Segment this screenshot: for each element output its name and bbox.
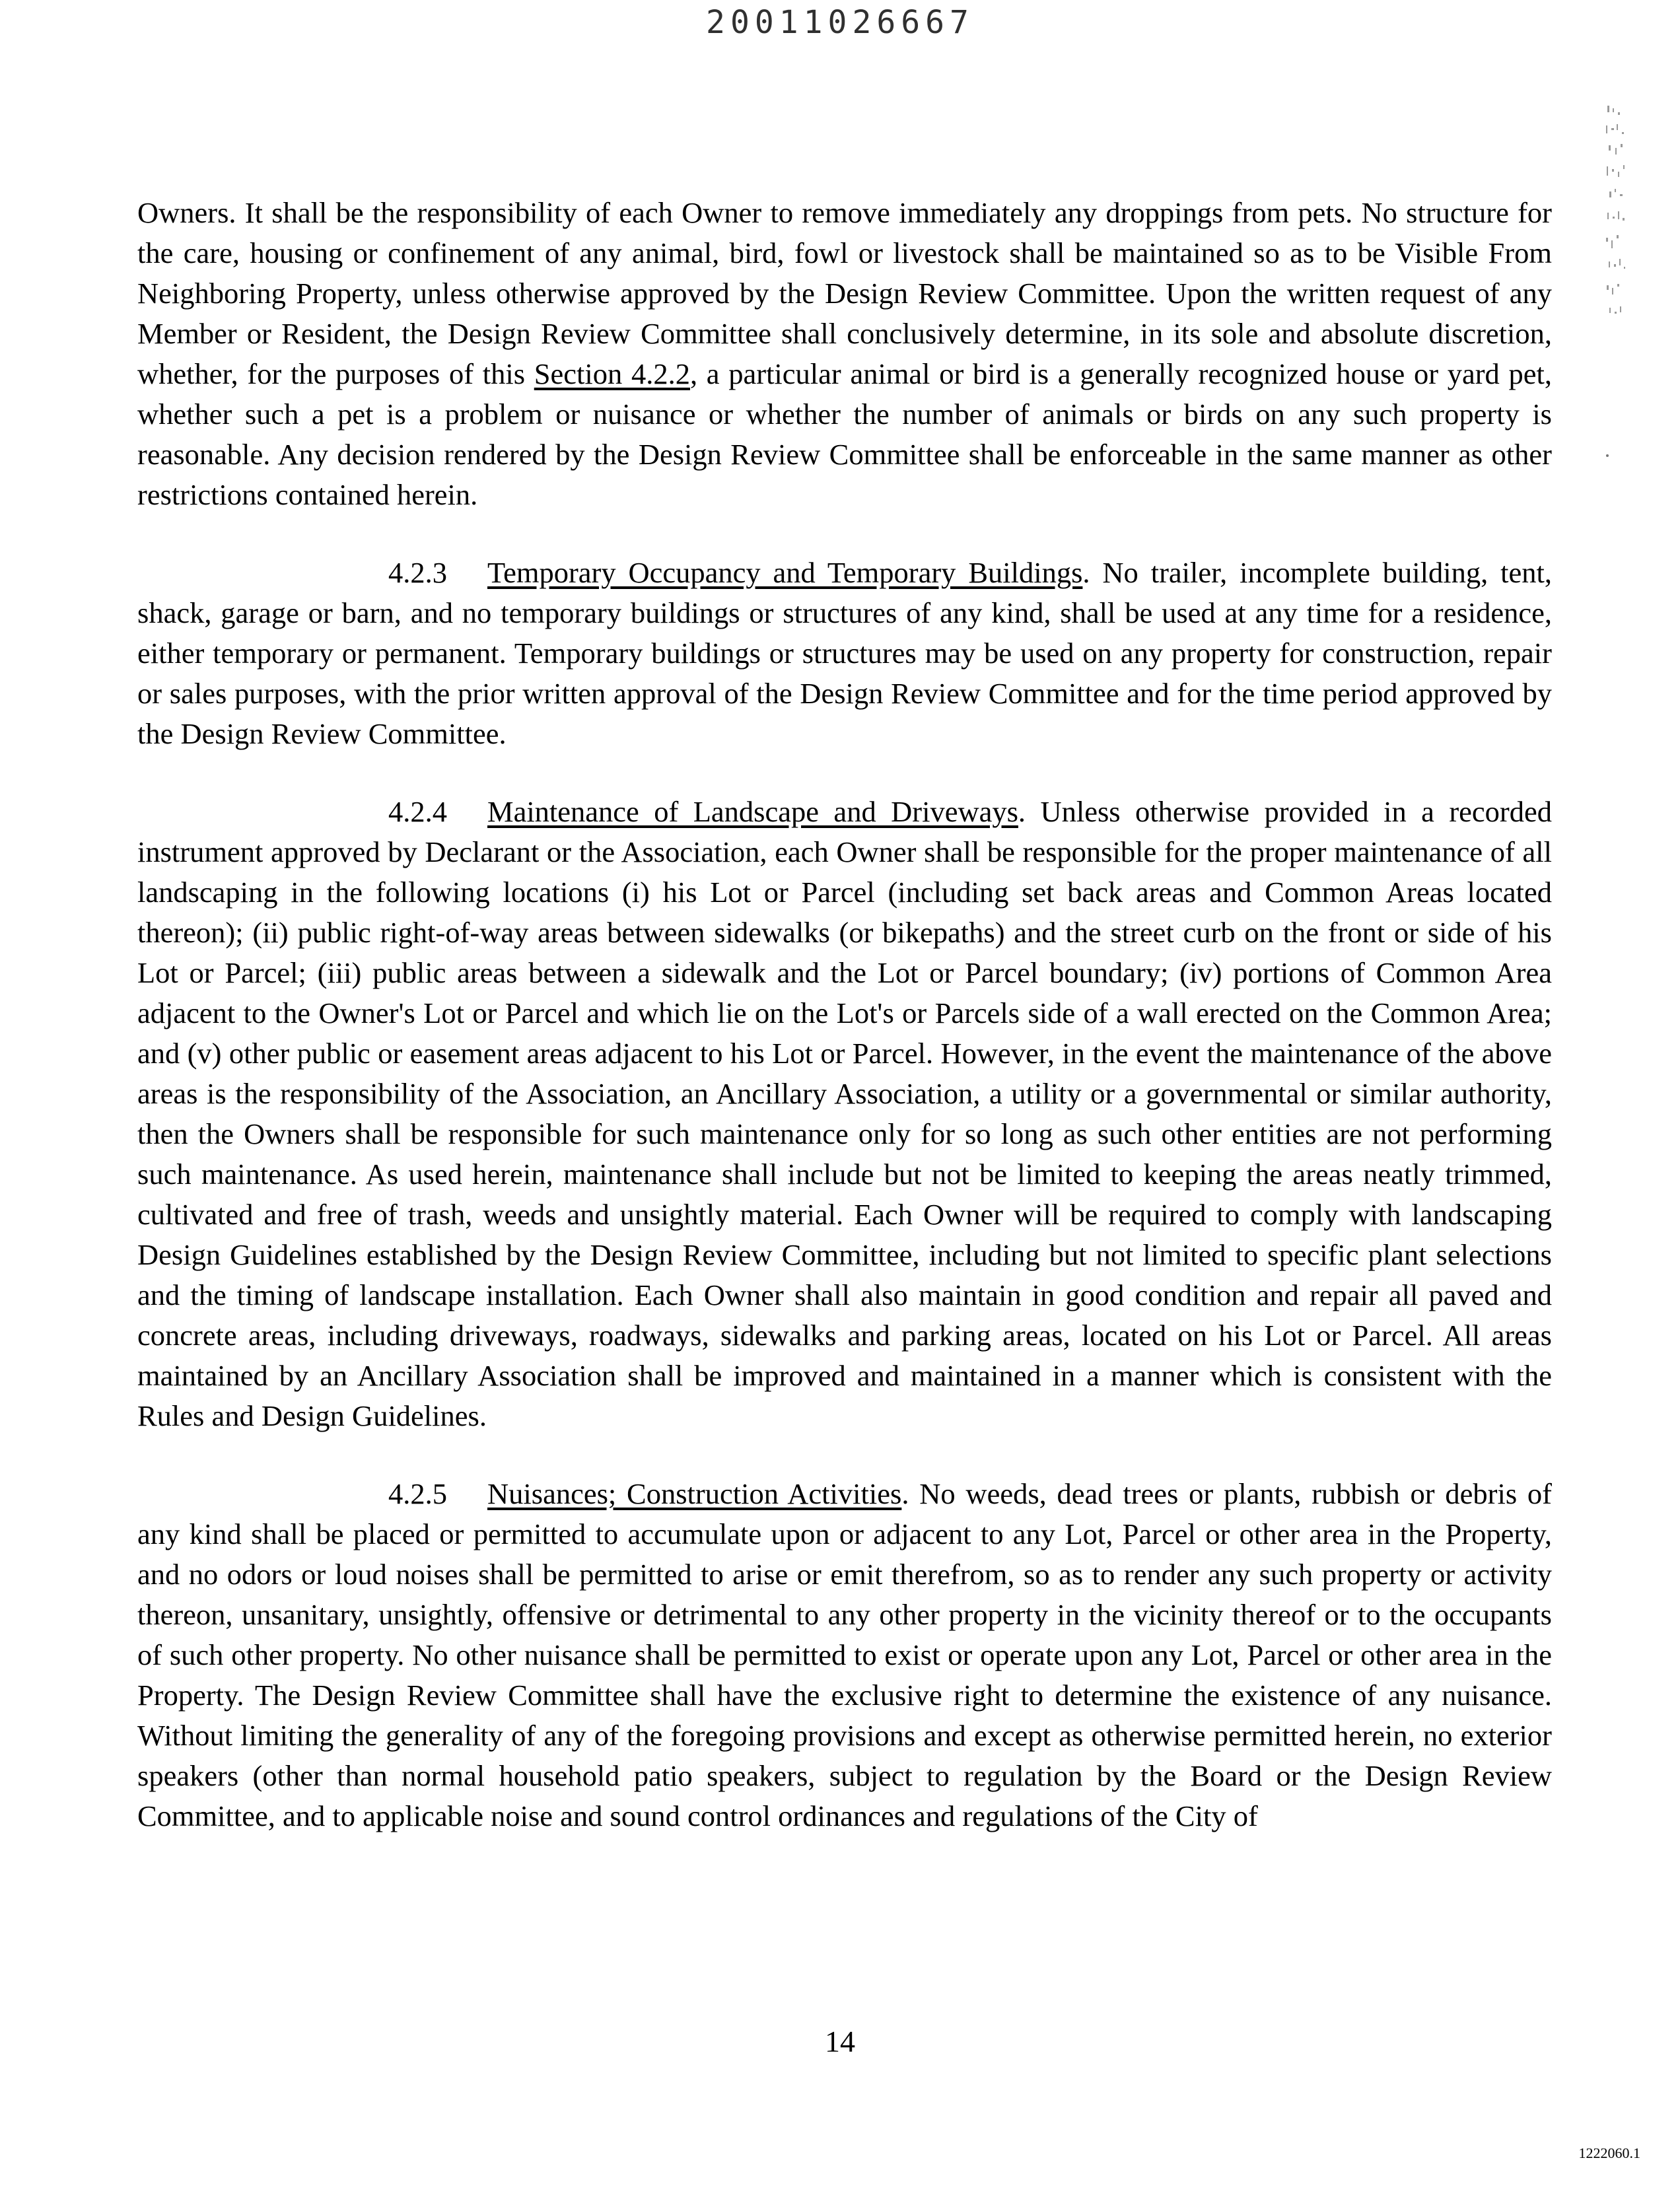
section-4-2-5: 4.2.5 Nuisances; Construction Activities. No weeds, dead trees or plants, rubbish or debris of any kind shall be placed or permitted to accumulate upon or adjacent to any Lot, Parcel or other area in the Property, and no odors or loud noises shall be permitted to arise or emit therefrom, so as to render any such property or activity thereon, unsanitary, unsightly, offensive or detrimental to any other property in the vicinity thereof or to the occupants of such other property. No other nuisance shall be permitted to exist or operate upon any Lot, Parcel or other area in the Property. The Design Review Committee shall have the exclusive right to determine the existence of any nuisance. Without limiting the generality of any of the foregoing provisions and except as otherwise permitted herein, no exterior speakers (other than normal household patio speakers, subject to regulation by the Board or the Design Review Committee, and to applicable noise and sound control ordinances and regulations of the City of [137,1474,1552,1836]
section-title: Temporary Occupancy and Temporary Buildings [487,556,1083,589]
section-title: Maintenance of Landscape and Driveways [487,795,1018,828]
paragraph-pets: Owners. It shall be the responsibility of each Owner to remove immediately any droppings from pets. No structure for the care, housing or confinement of any animal, bird, fowl or livestock shall be maintained so as to be Visible From Neighboring Property, unless otherwise approved by the Design Review Committee. Upon the written request of any Member or Resident, the Design Review Committee shall conclusively determine, in its sole and absolute discretion, whether, for the purposes of this Section 4.2.2, a particular animal or bird is a generally recognized house or yard pet, whether such a pet is a problem or nuisance or whether the number of animals or birds on any such property is reasonable. Any decision rendered by the Design Review Committee shall be enforceable in the same manner as other restrictions contained herein. [137,196,1552,511]
page-number: 14 [825,2025,855,2058]
section-number: 4.2.5 [388,1477,447,1510]
margin-stamp-mark [1603,106,1630,324]
section-4-2-4: 4.2.4 Maintenance of Landscape and Driveways. Unless otherwise provided in a recorded instrument approved by Declarant or the Association, each Owner shall be responsible for the proper maintenance of all landscaping in the following locations (i) his Lot or Parcel (including set back areas and Common Areas located thereon); (ii) public right-of-way areas between sidewalks (or bikepaths) and the street curb on the front or side of his Lot or Parcel; (iii) public areas between a sidewalk and the Lot or Parcel boundary; (iv) portions of Common Area adjacent to the Owner's Lot or Parcel and which lie on the Lot's or Parcels side of a wall erected on the Common Area; and (v) other public or easement areas adjacent to his Lot or Parcel. However, in the event the maintenance of the above areas is the responsibility of the Association, an Ancillary Association, a utility or a governmental or similar authority, then the Owners shall be responsible for such maintenance only for so long as such other entities are not performing such maintenance. As used herein, maintenance shall include but not be limited to keeping the areas neatly trimmed, cultivated and free of trash, weeds and unsightly material. Each Owner will be required to comply with landscaping Design Guidelines established by the Design Review Committee, including but not limited to specific plant selections and the timing of landscape installation. Each Owner shall also maintain in good condition and repair all paved and concrete areas, including driveways, roadways, sidewalks and parking areas, located on his Lot or Parcel. All areas maintained by an Ancillary Association shall be improved and maintained in a manner which is consistent with the Rules and Design Guidelines. [137,792,1552,1436]
document-body [137,193,1552,1836]
scan-speck [1606,454,1609,457]
section-number: 4.2.3 [388,556,447,589]
section-reference: Section 4.2.2 [534,357,690,390]
section-4-2-3: 4.2.3 Temporary Occupancy and Temporary Buildings. No trailer, incomplete building, tent, shack, garage or barn, and no temporary buildings or structures of any kind, shall be used at any time for a residence, either temporary or permanent. Temporary buildings or structures may be used on any property for construction, repair or sales purposes, with the prior written approval of the Design Review Committee and for the time period approved by the Design Review Committee. [137,553,1552,754]
recording-number: 20011026667 [706,4,974,41]
document-code: 1222060.1 [1578,2145,1640,2161]
section-title: Nuisances; Construction Activities [487,1477,902,1510]
section-number: 4.2.4 [388,795,447,828]
